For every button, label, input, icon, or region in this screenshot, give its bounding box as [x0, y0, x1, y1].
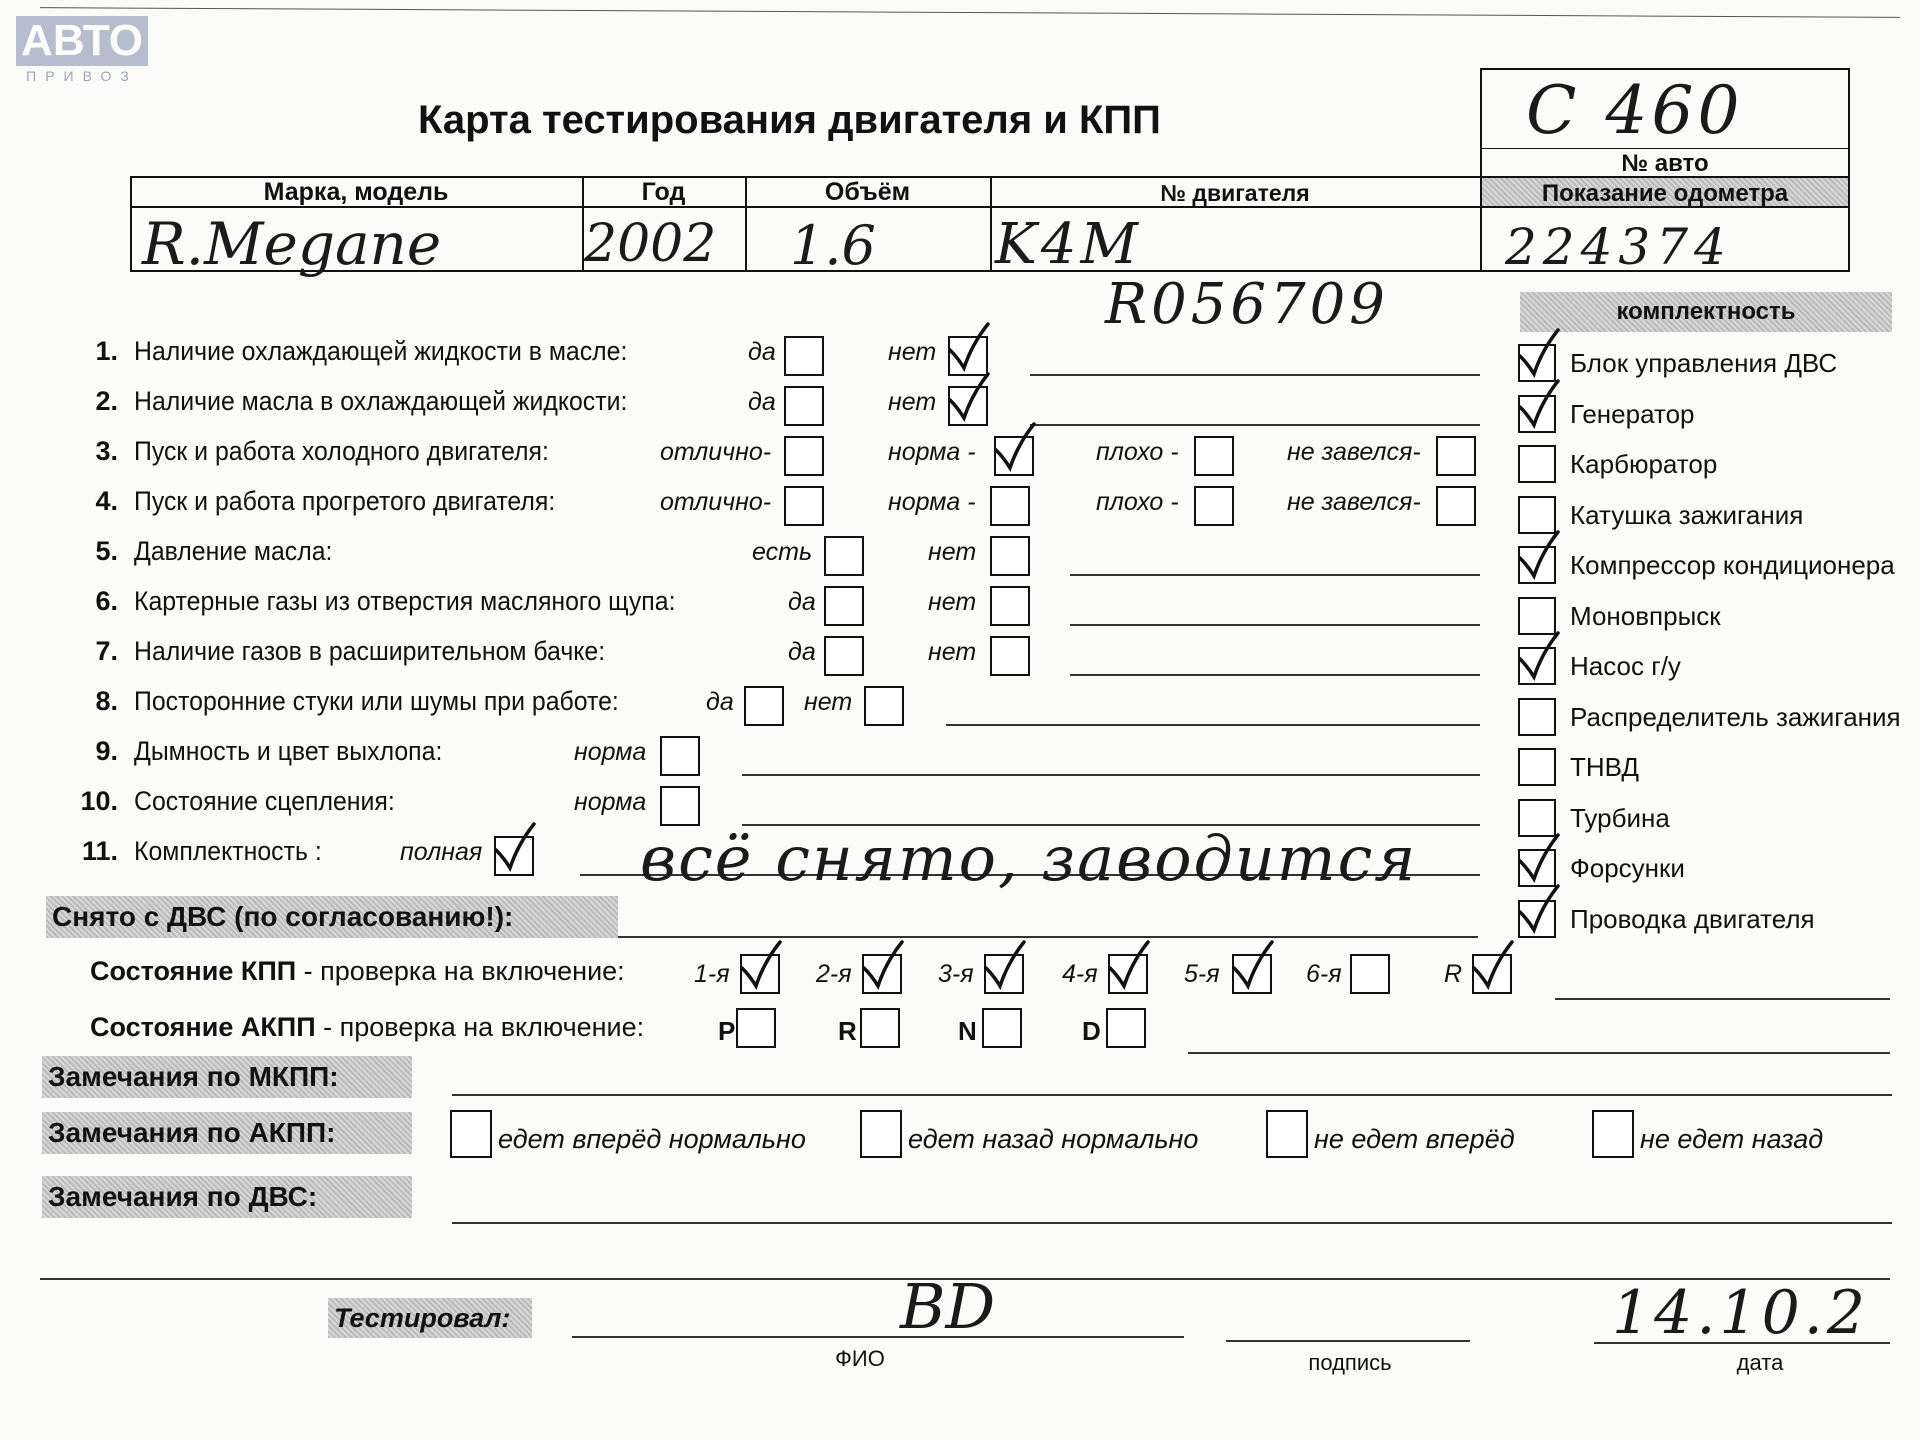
remarks-mkpp-label: Замечания по МКПП:: [42, 1056, 412, 1098]
check-mark-icon: [1516, 890, 1562, 936]
gear-label: 1-я: [694, 960, 730, 988]
option-label: нет: [804, 688, 853, 716]
option-label: нет: [928, 638, 977, 666]
kpp-label: [90, 956, 625, 987]
gear-label: 4-я: [1062, 960, 1098, 988]
check-mark-icon: [1230, 946, 1276, 992]
option-label: отлично-: [660, 488, 772, 516]
item-text: Комплектность :: [134, 836, 322, 866]
option-checkbox[interactable]: [864, 686, 904, 726]
odometer-header: Показание одометра: [1541, 180, 1789, 207]
check-mark-icon: [860, 946, 906, 992]
akpp-remark-checkbox[interactable]: [450, 1110, 492, 1158]
odometer-value: 224374: [1505, 218, 1732, 276]
mode-checkbox[interactable]: [1106, 1008, 1146, 1048]
item-number: 8.: [95, 686, 118, 716]
option-label: норма: [574, 788, 647, 816]
kit-checkbox[interactable]: [1518, 799, 1556, 837]
kit-header: комплектность: [1520, 292, 1892, 332]
mode-label: N: [958, 1016, 977, 1046]
check-mark-icon: [992, 428, 1038, 474]
option-label: да: [706, 688, 734, 716]
item-text: Состояние сцепления:: [134, 786, 395, 816]
option-label: полная: [400, 838, 483, 866]
check-mark-icon: [492, 828, 538, 874]
check-mark-icon: [1516, 637, 1562, 683]
kpp-line: [1555, 998, 1890, 1000]
option-checkbox[interactable]: [660, 736, 700, 776]
answer-line: [742, 774, 1480, 776]
option-checkbox[interactable]: [990, 586, 1030, 626]
option-checkbox[interactable]: [824, 636, 864, 676]
gear-label: 3-я: [938, 960, 974, 988]
answer-line: [1070, 674, 1480, 676]
item-number: 1.: [95, 336, 118, 366]
remarks-dvs-line: [452, 1222, 1892, 1224]
item-text: Посторонние стуки или шумы при работе:: [134, 686, 619, 716]
item-number: 11.: [81, 836, 118, 866]
option-checkbox[interactable]: [784, 486, 824, 526]
kit-item-label: Проводка двигателя: [1570, 903, 1815, 934]
remarks-mkpp-line: [452, 1094, 1892, 1096]
year-value: 2002: [584, 214, 717, 274]
item-text: Картерные газы из отверстия масляного щупа:: [134, 586, 676, 616]
volume-value: 1.6: [790, 214, 876, 277]
volume-header: Объём: [824, 178, 911, 206]
akpp-label-rest: - проверка на включение:: [315, 1012, 645, 1042]
sign-label: подпись: [1308, 1350, 1392, 1375]
item-text: Наличие масла в охлаждающей жидкости:: [134, 386, 628, 416]
kit-item-label: Форсунки: [1570, 853, 1685, 883]
akpp-label: [90, 1012, 644, 1043]
option-checkbox[interactable]: [1436, 486, 1476, 526]
car-number-value: C 460: [1526, 72, 1744, 149]
car-number-box: [1480, 68, 1850, 180]
kit-item-label: Карбюратор: [1570, 449, 1718, 479]
option-label: да: [788, 638, 816, 666]
gear-label: 6-я: [1306, 960, 1342, 988]
option-label: нет: [928, 538, 977, 566]
answer-line: [1030, 424, 1480, 426]
tested-label: Тестировал:: [328, 1298, 532, 1338]
check-mark-icon: [1516, 334, 1562, 380]
mode-label: R: [838, 1016, 857, 1046]
kit-item-label: ТНВД: [1570, 752, 1640, 782]
engine-value: K4M: [995, 212, 1142, 277]
date-value: 14.10.2: [1612, 1278, 1870, 1348]
option-checkbox[interactable]: [1194, 436, 1234, 476]
item-number: 5.: [95, 536, 118, 566]
akpp-label-bold: Состояние АКПП: [90, 1012, 316, 1042]
item-number: 7.: [95, 636, 118, 666]
akpp-remark-label: не едет вперёд: [1314, 1124, 1515, 1154]
item-number: 2.: [95, 386, 118, 416]
engine-header: № двигателя: [1160, 180, 1310, 206]
kit-item-label: Насос г/у: [1570, 651, 1681, 681]
date-label: дата: [1736, 1350, 1784, 1375]
answer-line: [1030, 374, 1480, 376]
item-number: 6.: [95, 586, 118, 616]
kit-item-label: Турбина: [1570, 802, 1670, 833]
logo-subtext: ПРИВОЗ: [26, 68, 138, 84]
akpp-line: [1188, 1052, 1890, 1054]
check-mark-icon: [1516, 385, 1562, 431]
item-text: Наличие газов в расширительном бачке:: [134, 636, 606, 666]
option-checkbox[interactable]: [1436, 436, 1476, 476]
kit-item-label: Компрессор кондиционера: [1570, 550, 1895, 580]
option-label: плохо -: [1096, 488, 1179, 516]
option-checkbox[interactable]: [784, 436, 824, 476]
check-mark-icon: [1106, 946, 1152, 992]
option-label: есть: [752, 538, 813, 566]
option-checkbox[interactable]: [824, 586, 864, 626]
kit-item-label: Блок управления ДВС: [1570, 348, 1838, 378]
option-checkbox[interactable]: [784, 386, 824, 426]
removed-line: [618, 936, 1478, 938]
item-text: Пуск и работа холодного двигателя:: [134, 436, 549, 466]
item-number: 10.: [80, 786, 118, 816]
sign-line: [1226, 1340, 1470, 1342]
answer-line: [1070, 624, 1480, 626]
kit-checkbox[interactable]: [1518, 496, 1556, 534]
option-label: нет: [888, 338, 937, 366]
item-text: Пуск и работа прогретого двигателя:: [134, 486, 556, 516]
akpp-remark-checkbox[interactable]: [860, 1110, 902, 1158]
akpp-remark-checkbox[interactable]: [1266, 1110, 1308, 1158]
option-checkbox[interactable]: [990, 536, 1030, 576]
remarks-akpp-label: Замечания по АКПП:: [42, 1112, 412, 1154]
check-mark-icon: [1516, 839, 1562, 885]
kit-checkbox[interactable]: [1518, 748, 1556, 786]
kit-item-label: Катушка зажигания: [1570, 499, 1804, 530]
page-edge: [40, 7, 1900, 18]
remarks-dvs-label: Замечания по ДВС:: [42, 1176, 412, 1218]
car-number-label: № авто: [1621, 150, 1709, 177]
check-mark-icon: [946, 328, 992, 374]
kpp-label-bold: Состояние КПП: [90, 956, 297, 986]
item-text: Дымность и цвет выхлопа:: [134, 736, 443, 766]
item-number: 9.: [95, 736, 118, 766]
removed-label: Снято с ДВС (по согласованию!):: [46, 896, 618, 938]
kpp-label-rest: - проверка на включение:: [296, 956, 625, 986]
gear-label: R: [1444, 960, 1463, 988]
option-label: да: [748, 388, 776, 416]
option-checkbox[interactable]: [784, 336, 824, 376]
check-mark-icon: [1470, 946, 1516, 992]
option-label: да: [748, 338, 776, 366]
logo-text: АВТО: [16, 16, 148, 66]
option-label: не завелся-: [1287, 488, 1421, 516]
mode-label: P: [718, 1016, 736, 1046]
year-header: Год: [641, 178, 686, 206]
option-label: отлично-: [660, 438, 772, 466]
option-label: плохо -: [1096, 438, 1179, 466]
kit-checkbox[interactable]: [1518, 698, 1556, 736]
make-header: Марка, модель: [263, 178, 449, 206]
item-text: Давление масла:: [134, 536, 333, 566]
completeness-note: всё снято, заводится: [640, 822, 1418, 895]
mode-checkbox[interactable]: [860, 1008, 900, 1048]
option-label: да: [788, 588, 816, 616]
engine-serial-value: R056709: [1105, 272, 1389, 337]
kit-item-label: Генератор: [1570, 398, 1695, 429]
option-label: нет: [928, 588, 977, 616]
check-mark-icon: [982, 946, 1028, 992]
answer-line: [946, 724, 1480, 726]
fio-line: [572, 1336, 1184, 1338]
akpp-remark-checkbox[interactable]: [1592, 1110, 1634, 1158]
item-text: Наличие охлаждающей жидкости в масле:: [134, 336, 628, 366]
logo: [16, 16, 148, 84]
item-number: 3.: [95, 436, 118, 466]
item-number: 4.: [95, 486, 118, 516]
option-checkbox[interactable]: [990, 486, 1030, 526]
make-value: R.Megane: [142, 210, 442, 278]
mode-checkbox[interactable]: [982, 1008, 1022, 1048]
gear-label: 2-я: [816, 960, 852, 988]
answer-line: [1070, 574, 1480, 576]
option-label: норма -: [888, 488, 976, 516]
mode-checkbox[interactable]: [736, 1008, 776, 1048]
kit-checkbox[interactable]: [1518, 597, 1556, 635]
fio-label: ФИО: [835, 1346, 885, 1371]
kit-checkbox[interactable]: [1518, 445, 1556, 483]
option-label: норма: [574, 738, 647, 766]
option-checkbox[interactable]: [1194, 486, 1234, 526]
gear-checkbox[interactable]: [1350, 954, 1390, 994]
check-mark-icon: [1516, 536, 1562, 582]
page-title: Карта тестирования двигателя и КПП: [418, 98, 1161, 142]
kit-item-label: Моновпрыск: [1570, 600, 1721, 631]
akpp-remark-label: едет назад нормально: [908, 1124, 1199, 1154]
option-label: норма -: [888, 438, 976, 466]
option-checkbox[interactable]: [824, 536, 864, 576]
option-checkbox[interactable]: [990, 636, 1030, 676]
akpp-remark-label: не едет назад: [1640, 1124, 1824, 1154]
option-checkbox[interactable]: [660, 786, 700, 826]
akpp-remark-label: едет вперёд нормально: [498, 1124, 806, 1154]
option-label: не завелся-: [1287, 438, 1421, 466]
kit-item-label: Распределитель зажигания: [1570, 701, 1901, 732]
check-mark-icon: [738, 946, 784, 992]
fio-value: BD: [900, 1270, 996, 1343]
option-checkbox[interactable]: [744, 686, 784, 726]
gear-label: 5-я: [1184, 960, 1220, 988]
mode-label: D: [1082, 1016, 1101, 1046]
option-label: нет: [888, 388, 937, 416]
check-mark-icon: [946, 378, 992, 424]
